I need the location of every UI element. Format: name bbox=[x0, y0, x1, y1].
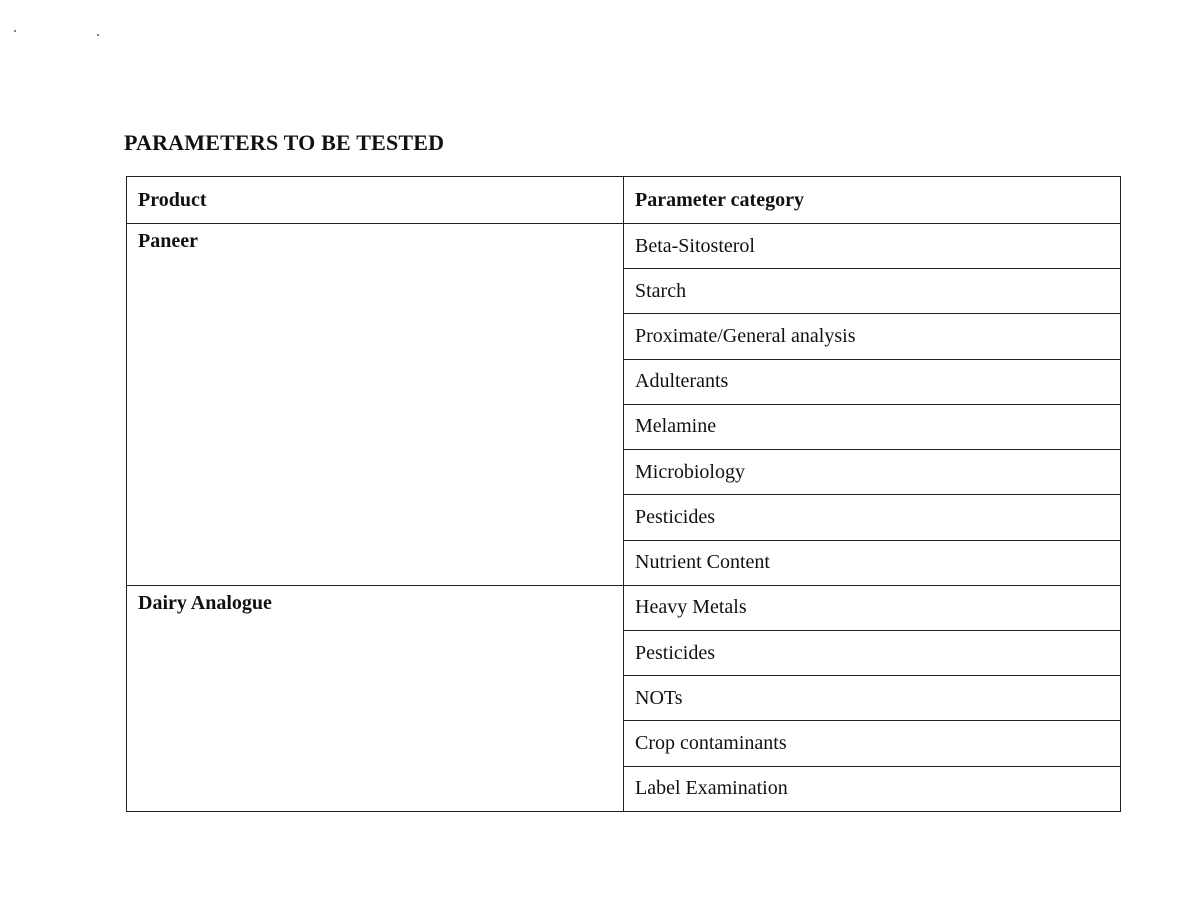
parameter-cell: Proximate/General analysis bbox=[624, 314, 1121, 359]
scan-speck bbox=[14, 30, 16, 32]
parameter-cell: NOTs bbox=[624, 676, 1121, 721]
parameter-cell: Label Examination bbox=[624, 766, 1121, 811]
parameter-cell: Microbiology bbox=[624, 450, 1121, 495]
parameter-cell: Crop contaminants bbox=[624, 721, 1121, 766]
scan-speck bbox=[97, 34, 99, 36]
parameters-table bbox=[126, 176, 1121, 812]
product-cell-paneer: Paneer bbox=[127, 224, 624, 586]
column-header-product: Product bbox=[127, 177, 624, 224]
parameter-cell: Adulterants bbox=[624, 359, 1121, 404]
parameter-cell: Heavy Metals bbox=[624, 585, 1121, 630]
parameter-cell: Nutrient Content bbox=[624, 540, 1121, 585]
column-header-parameter-category: Parameter category bbox=[624, 177, 1121, 224]
table-row bbox=[127, 585, 1121, 630]
product-cell-dairy-analogue: Dairy Analogue bbox=[127, 585, 624, 811]
parameter-cell: Starch bbox=[624, 269, 1121, 314]
parameter-cell: Pesticides bbox=[624, 630, 1121, 675]
table-header-row bbox=[127, 177, 1121, 224]
page-title: PARAMETERS TO BE TESTED bbox=[124, 130, 445, 155]
parameter-cell: Melamine bbox=[624, 404, 1121, 449]
table-row bbox=[127, 224, 1121, 269]
parameter-cell: Pesticides bbox=[624, 495, 1121, 540]
parameter-cell: Beta-Sitosterol bbox=[624, 224, 1121, 269]
